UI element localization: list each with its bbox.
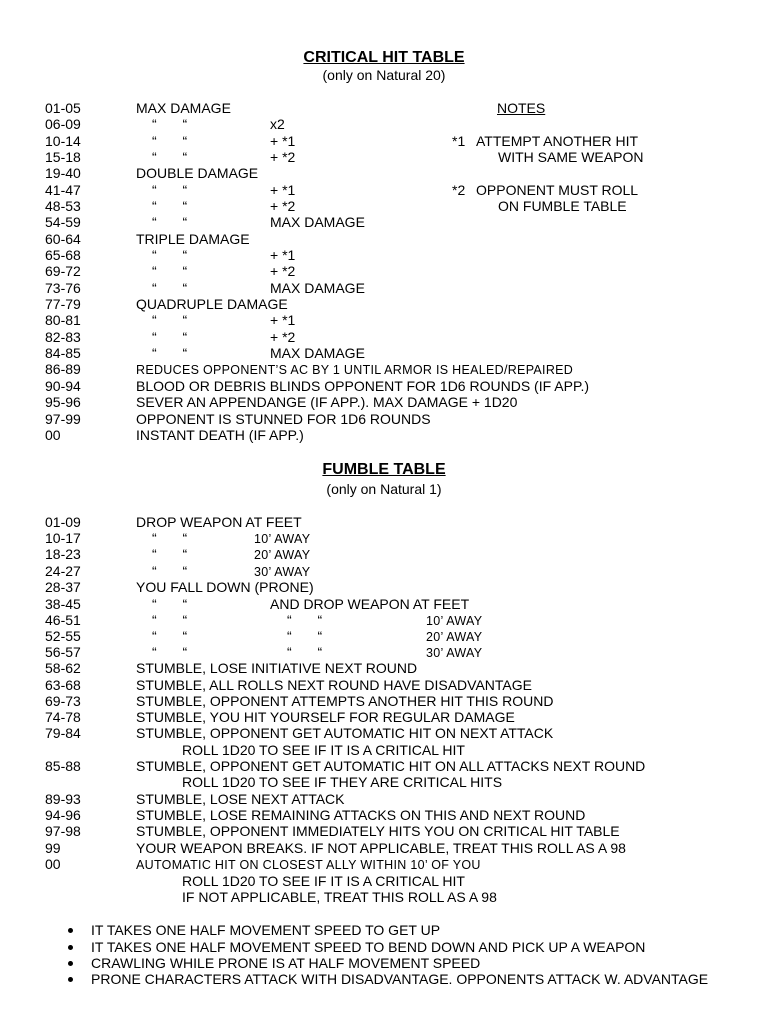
- result-note: ROLL 1D20 TO SEE IF IT IS A CRITICAL HIT: [182, 742, 465, 758]
- range: 28-37: [45, 579, 81, 595]
- result: REDUCES OPPONENT’S AC BY 1 UNTIL ARMOR IS HEALED/REPAIRED: [136, 363, 574, 377]
- result-note: IF NOT APPLICABLE, TREAT THIS ROLL AS A 98: [182, 889, 497, 905]
- range: 54-59: [45, 214, 81, 230]
- ditto: “ “: [152, 198, 188, 214]
- range: 01-09: [45, 514, 81, 530]
- range: 10-17: [45, 530, 81, 546]
- range: 00: [45, 427, 61, 443]
- ditto: “ “: [152, 628, 188, 644]
- modifier: MAX DAMAGE: [270, 280, 365, 296]
- ditto: “ “: [152, 312, 188, 328]
- range: 38-45: [45, 596, 81, 612]
- range: 24-27: [45, 563, 81, 579]
- range: 77-79: [45, 296, 81, 312]
- ditto: “ “: [152, 214, 188, 230]
- range: 56-57: [45, 644, 81, 660]
- result: STUMBLE, LOSE INITIATIVE NEXT ROUND: [136, 660, 418, 676]
- result: STUMBLE, OPPONENT ATTEMPTS ANOTHER HIT THIS ROUND: [136, 693, 554, 709]
- modifier: MAX DAMAGE: [270, 345, 365, 361]
- ditto: “ “: [152, 644, 188, 660]
- result: DROP WEAPON AT FEET: [136, 514, 302, 530]
- range: 06-09: [45, 116, 81, 132]
- note-1-line2: WITH SAME WEAPON: [498, 149, 644, 165]
- range: 00: [45, 856, 61, 872]
- rule-text: CRAWLING WHILE PRONE IS AT HALF MOVEMENT SPEED: [91, 955, 481, 971]
- range: 19-40: [45, 165, 81, 181]
- result-note: ROLL 1D20 TO SEE IF THEY ARE CRITICAL HITS: [182, 774, 503, 790]
- result: OPPONENT IS STUNNED FOR 1D6 ROUNDS: [136, 411, 431, 427]
- ditto: “ “: [152, 263, 188, 279]
- range: 10-14: [45, 133, 81, 149]
- distance: 10’ AWAY: [426, 614, 483, 628]
- range: 69-72: [45, 263, 81, 279]
- range: 80-81: [45, 312, 81, 328]
- ditto: “ “: [152, 530, 188, 546]
- modifier: + *2: [270, 263, 296, 279]
- ditto: “ “: [152, 345, 188, 361]
- ditto: “ “: [152, 247, 188, 263]
- note-2-line2: ON FUMBLE TABLE: [498, 198, 627, 214]
- result-note: ROLL 1D20 TO SEE IF IT IS A CRITICAL HIT: [182, 873, 465, 889]
- result: QUADRUPLE DAMAGE: [136, 296, 288, 312]
- range: 58-62: [45, 660, 81, 676]
- ditto: “ “: [152, 329, 188, 345]
- result: INSTANT DEATH (IF APP.): [136, 427, 304, 443]
- range: 97-99: [45, 411, 81, 427]
- result: MAX DAMAGE: [136, 100, 231, 116]
- result: STUMBLE, OPPONENT GET AUTOMATIC HIT ON ALL ATTACKS NEXT ROUND: [136, 758, 646, 774]
- range: 86-89: [45, 361, 81, 377]
- result: STUMBLE, LOSE REMAINING ATTACKS ON THIS AND NEXT ROUND: [136, 807, 586, 823]
- rule-text: PRONE CHARACTERS ATTACK WITH DISADVANTAGE. OPPONENTS ATTACK W. ADVANTAGE: [91, 971, 709, 987]
- result: TRIPLE DAMAGE: [136, 231, 250, 247]
- distance: 10’ AWAY: [254, 532, 311, 546]
- fumble-title: FUMBLE TABLE: [322, 461, 446, 478]
- range: 48-53: [45, 198, 81, 214]
- note-1-line1: ATTEMPT ANOTHER HIT: [476, 133, 639, 149]
- ditto: “ “: [152, 149, 188, 165]
- result: YOU FALL DOWN (PRONE): [136, 579, 314, 595]
- ditto: “ “: [152, 133, 188, 149]
- range: 84-85: [45, 345, 81, 361]
- ditto: “ “: [152, 596, 188, 612]
- ditto: “ “: [287, 612, 323, 628]
- modifier: + *2: [270, 198, 296, 214]
- ditto: “ “: [287, 628, 323, 644]
- range: 94-96: [45, 807, 81, 823]
- range: 46-51: [45, 612, 81, 628]
- range: 79-84: [45, 725, 81, 741]
- modifier: MAX DAMAGE: [270, 214, 365, 230]
- fumble-subtitle: (only on Natural 1): [326, 481, 442, 497]
- ditto: “ “: [287, 644, 323, 660]
- range: 65-68: [45, 247, 81, 263]
- ditto: “ “: [152, 116, 188, 132]
- distance: 30’ AWAY: [254, 565, 311, 579]
- result: AUTOMATIC HIT ON CLOSEST ALLY WITHIN 10’ OF YOU: [136, 858, 481, 872]
- range: 73-76: [45, 280, 81, 296]
- result: STUMBLE, ALL ROLLS NEXT ROUND HAVE DISADVANTAGE: [136, 677, 532, 693]
- bullet-icon: [68, 977, 73, 982]
- range: 01-05: [45, 100, 81, 116]
- result: STUMBLE, OPPONENT IMMEDIATELY HITS YOU ON CRITICAL HIT TABLE: [136, 823, 620, 839]
- notes-heading: NOTES: [497, 100, 546, 116]
- distance: 20’ AWAY: [426, 630, 483, 644]
- modifier: + *2: [270, 149, 296, 165]
- range: 90-94: [45, 378, 81, 394]
- range: 85-88: [45, 758, 81, 774]
- bullet-icon: [68, 928, 73, 933]
- ditto: “ “: [152, 280, 188, 296]
- range: 52-55: [45, 628, 81, 644]
- critical-subtitle: (only on Natural 20): [322, 67, 446, 83]
- note-1-label: *1: [452, 133, 466, 149]
- bullet-icon: [68, 961, 73, 966]
- range: 41-47: [45, 182, 81, 198]
- range: 82-83: [45, 329, 81, 345]
- critical-title: CRITICAL HIT TABLE: [303, 49, 465, 66]
- range: 97-98: [45, 823, 81, 839]
- ditto: “ “: [152, 563, 188, 579]
- rule-text: IT TAKES ONE HALF MOVEMENT SPEED TO GET UP: [91, 922, 441, 938]
- ditto: “ “: [152, 612, 188, 628]
- distance: 30’ AWAY: [426, 646, 483, 660]
- note-2-line1: OPPONENT MUST ROLL: [476, 182, 639, 198]
- modifier: + *1: [270, 312, 296, 328]
- range: 99: [45, 840, 61, 856]
- result: SEVER AN APPENDANGE (IF APP.). MAX DAMAGE + 1D20: [136, 394, 518, 410]
- ditto: “ “: [152, 546, 188, 562]
- result: YOUR WEAPON BREAKS. IF NOT APPLICABLE, TREAT THIS ROLL AS A 98: [136, 840, 626, 856]
- range: 95-96: [45, 394, 81, 410]
- result: BLOOD OR DEBRIS BLINDS OPPONENT FOR 1D6 ROUNDS (IF APP.): [136, 378, 590, 394]
- result: AND DROP WEAPON AT FEET: [270, 596, 470, 612]
- rule-text: IT TAKES ONE HALF MOVEMENT SPEED TO BEND DOWN AND PICK UP A WEAPON: [91, 939, 646, 955]
- ditto: “ “: [152, 182, 188, 198]
- result: DOUBLE DAMAGE: [136, 165, 259, 181]
- range: 69-73: [45, 693, 81, 709]
- modifier: + *1: [270, 133, 296, 149]
- range: 15-18: [45, 149, 81, 165]
- bullet-icon: [68, 945, 73, 950]
- result: STUMBLE, OPPONENT GET AUTOMATIC HIT ON NEXT ATTACK: [136, 725, 554, 741]
- modifier: + *2: [270, 329, 296, 345]
- range: 74-78: [45, 709, 81, 725]
- note-2-label: *2: [452, 182, 466, 198]
- modifier: + *1: [270, 182, 296, 198]
- modifier: x2: [270, 116, 285, 132]
- range: 63-68: [45, 677, 81, 693]
- modifier: + *1: [270, 247, 296, 263]
- result: STUMBLE, LOSE NEXT ATTACK: [136, 791, 345, 807]
- range: 89-93: [45, 791, 81, 807]
- range: 60-64: [45, 231, 81, 247]
- range: 18-23: [45, 546, 81, 562]
- result: STUMBLE, YOU HIT YOURSELF FOR REGULAR DAMAGE: [136, 709, 515, 725]
- distance: 20’ AWAY: [254, 548, 311, 562]
